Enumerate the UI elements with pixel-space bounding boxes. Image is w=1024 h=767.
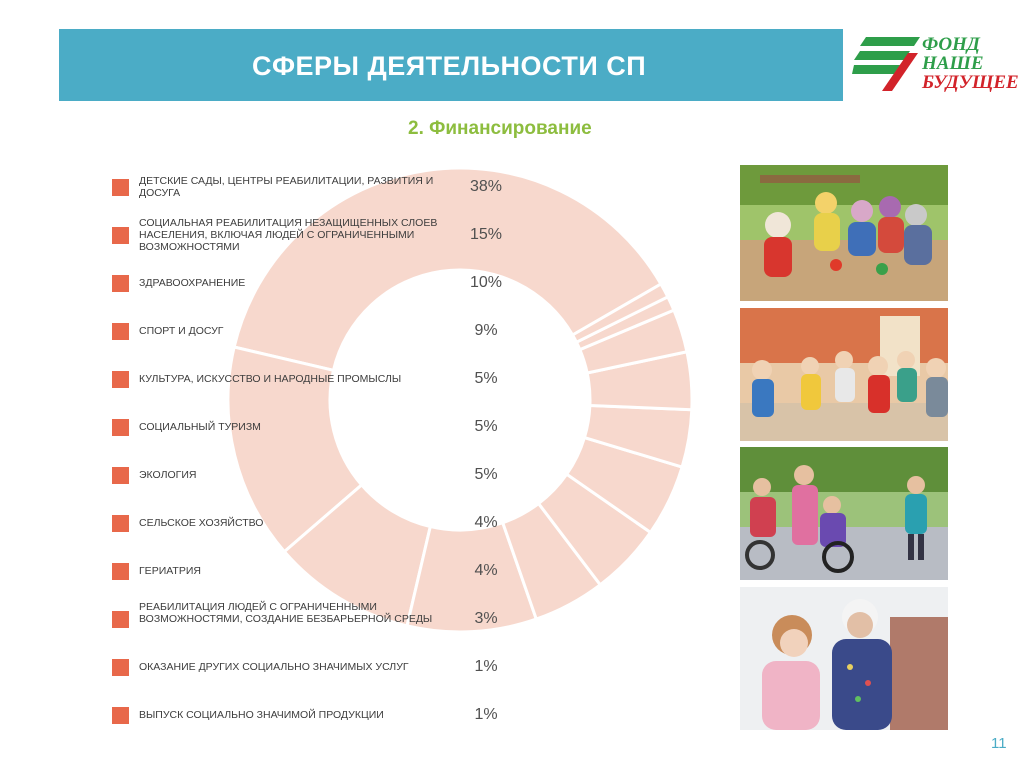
data-label: 9% [474,322,498,339]
legend-item [112,456,507,496]
legend-swatch [112,371,129,388]
data-label: 3% [474,610,498,627]
legend-swatch [112,323,129,340]
data-label: 5% [474,466,498,483]
legend-item [112,600,507,640]
elderly-care-photo [740,587,948,730]
fund-logo [852,33,1022,95]
legend-label: СЕЛЬСКОЕ ХОЗЯЙСТВО [139,517,264,529]
legend-label: СОЦИАЛЬНЫЙ ТУРИЗМ [139,421,261,433]
legend-swatch [112,227,129,244]
legend-item [112,408,507,448]
logo-line-1: ФОНД [922,34,980,55]
data-label: 5% [474,370,498,387]
legend-label: РЕАБИЛИТАЦИЯ ЛЮДЕЙ С ОГРАНИЧЕННЫМИ ВОЗМОЖНОСТЯМИ, СОЗДАНИЕ БЕЗБАРЬЕРНОЙ СРЕДЫ [139,601,433,625]
legend-item [112,696,507,736]
children-playroom-photo [740,308,948,441]
wheelchair-walk-photo [740,447,948,580]
legend-swatch [112,275,129,292]
legend-item [112,648,507,688]
legend-item [112,360,507,400]
logo-mark-icon [852,33,922,95]
page-number: 11 [991,735,1007,752]
legend-swatch [112,611,129,628]
legend-swatch [112,515,129,532]
logo-line-3: БУДУЩЕЕ [922,72,1019,93]
legend-item [112,504,507,544]
data-label: 4% [474,514,498,531]
legend-swatch [112,707,129,724]
data-label: 1% [474,706,498,723]
page-title: СФЕРЫ ДЕЯТЕЛЬНОСТИ СП [252,51,647,81]
legend-label: ЗДРАВООХРАНЕНИЕ [139,277,246,289]
chart-subtitle: 2. Финансирование [408,118,592,139]
data-label: 1% [474,658,498,675]
legend-label: ГЕРИАТРИЯ [139,565,201,577]
legend-item [112,552,507,592]
legend-swatch [112,467,129,484]
legend-label: СОЦИАЛЬНАЯ РЕАБИЛИТАЦИЯ НЕЗАЩИЩЕННЫХ СЛОЕВ НАСЕЛЕНИЯ, ВКЛЮЧАЯ ЛЮДЕЙ С ОГРАНИЧЕННЫМИ ВОЗМОЖНОСТЯМИ [139,217,438,253]
legend-item [112,264,507,304]
legend-item [112,216,507,256]
legend-label: ВЫПУСК СОЦИАЛЬНО ЗНАЧИМОЙ ПРОДУКЦИИ [139,709,384,721]
legend-label: СПОРТ И ДОСУГ [139,325,224,337]
logo-line-2: НАШЕ [922,53,984,74]
legend-label: КУЛЬТУРА, ИСКУССТВО И НАРОДНЫЕ ПРОМЫСЛЫ [139,373,402,385]
legend-swatch [112,179,129,196]
legend-label: ОКАЗАНИЕ ДРУГИХ СОЦИАЛЬНО ЗНАЧИМЫХ УСЛУГ [139,661,409,673]
data-label: 38% [469,178,503,195]
legend-swatch [112,419,129,436]
data-label: 10% [469,274,503,291]
legend-swatch [112,659,129,676]
title-bar [59,29,843,101]
legend-label: ДЕТСКИЕ САДЫ, ЦЕНТРЫ РЕАБИЛИТАЦИИ, РАЗВИТИЯ И ДОСУГА [139,175,434,199]
legend-item [112,168,507,208]
data-label: 15% [469,226,503,243]
data-label: 5% [474,418,498,435]
legend-item [112,312,507,352]
data-label: 4% [474,562,498,579]
children-sandbox-photo [740,165,948,301]
legend-swatch [112,563,129,580]
legend-label: ЭКОЛОГИЯ [139,469,197,481]
chart-legend [112,168,512,728]
